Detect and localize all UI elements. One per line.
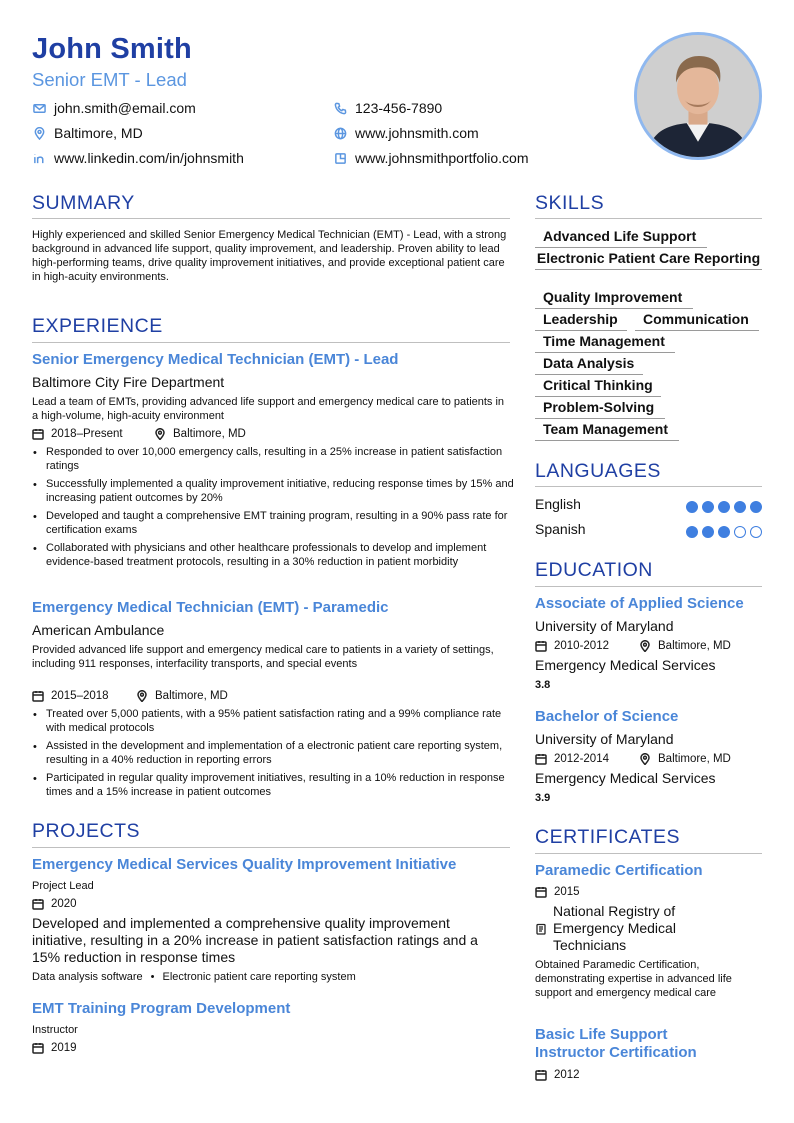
job-description: Lead a team of EMTs, providing advanced life support and emergency medical care to patients in a high-volume, high-acuity environment (32, 396, 505, 422)
contact-website[interactable] (333, 124, 479, 142)
level-dot-filled (702, 501, 714, 513)
skill-tag: Data Analysis (535, 355, 643, 375)
contact-portfolio[interactable] (333, 149, 529, 167)
skills-divider (535, 218, 762, 219)
skill-tag: Critical Thinking (535, 377, 661, 397)
education-location (639, 639, 731, 653)
location-text: Baltimore, MD (54, 125, 143, 141)
education-gpa: 3.8 (535, 679, 551, 691)
school-name: University of Maryland (535, 731, 674, 747)
location-pin-icon (154, 428, 167, 441)
school-name: University of Maryland (535, 618, 674, 634)
skill-tag: Problem-Solving (535, 399, 665, 419)
certificate-year (535, 1068, 580, 1082)
language-level (686, 501, 762, 513)
calendar-icon (32, 898, 45, 911)
languages-divider (535, 486, 762, 487)
location-pin-icon (639, 753, 652, 766)
calendar-icon (32, 428, 45, 441)
education-location-text: Baltimore, MD (658, 753, 731, 765)
email-icon (32, 101, 46, 115)
skill-tag: Communication (635, 311, 759, 331)
project-tools (32, 970, 356, 984)
profile-photo (634, 32, 762, 160)
certificate-year-text: 2012 (554, 1069, 580, 1081)
certificate-title: Paramedic Certification (535, 862, 703, 879)
location-pin-icon (136, 690, 149, 703)
portfolio-text: www.johnsmithportfolio.com (355, 150, 529, 166)
level-dot-filled (686, 526, 698, 538)
project-year (32, 897, 77, 911)
summary-divider (32, 218, 510, 219)
skill-tag: Team Management (535, 421, 679, 441)
list-item: • Collaborated with physicians and other healthcare professionals to develop and implement evidence-based treatment protocols, resulting in a 30% reduction in patient morbidity (32, 541, 514, 569)
calendar-icon (535, 640, 548, 653)
linkedin-text: www.linkedin.com/in/johnsmith (54, 150, 244, 166)
degree-title: Bachelor of Science (535, 708, 679, 725)
certificate-description: Obtained Paramedic Certification, demonstrating expertise in advanced life support and emergency medical care (535, 959, 732, 999)
project-tool: Data analysis software (32, 971, 143, 983)
level-dot-filled (686, 501, 698, 513)
job-company: American Ambulance (32, 622, 165, 638)
linkedin-icon (32, 151, 46, 165)
certificates-heading: CERTIFICATES (535, 826, 681, 848)
summary-text: Highly experienced and skilled Senior Emergency Medical Technician (EMT) - Lead, with a strong background in advanced life support, quality improvement, and leadership. Proven ability to lead high-performing teams, drive quality improvement initiatives, and provide exceptional patient care in high-acuity environments. (32, 229, 507, 283)
project-description: Developed and implemented a comprehensive quality improvement initiative, resulting in a 20% increase in patient satisfaction ratings and a 15% reduction in response times (32, 915, 478, 965)
website-text: www.johnsmith.com (355, 125, 479, 141)
education-dates (535, 752, 609, 766)
calendar-icon (32, 690, 45, 703)
location-pin-icon (639, 640, 652, 653)
skill-tag: Advanced Life Support (535, 228, 707, 248)
projects-divider (32, 847, 510, 848)
project-year (32, 1041, 77, 1055)
skill-tag: Time Management (535, 333, 675, 353)
projects-heading: PROJECTS (32, 820, 141, 842)
job-location (136, 689, 228, 703)
contact-phone[interactable] (333, 99, 442, 117)
certificate-year-text: 2015 (554, 886, 580, 898)
job-location (154, 427, 246, 441)
language-name: English (535, 496, 581, 512)
calendar-icon (535, 1069, 548, 1082)
calendar-icon (535, 753, 548, 766)
education-location (639, 752, 731, 766)
calendar-icon (32, 1042, 45, 1055)
degree-title: Associate of Applied Science (535, 595, 744, 612)
institution-icon (535, 923, 547, 935)
certificate-issuer (535, 903, 715, 954)
summary-heading: SUMMARY (32, 192, 135, 214)
certificate-year (535, 885, 580, 899)
job-bullets (32, 445, 514, 569)
list-item: • Developed and taught a comprehensive EMT training program, resulting in a 90% pass rate for certification exams (32, 509, 514, 537)
certificates-divider (535, 853, 762, 854)
project-year-text: 2019 (51, 1042, 77, 1054)
list-item: • Assisted in the development and implementation of a electronic patient care reporting system, resulting in a 40% reduction in reporting errors (32, 739, 514, 767)
skill-tag: Quality Improvement (535, 289, 693, 309)
job-location-text: Baltimore, MD (173, 428, 246, 440)
project-tool: Electronic patient care reporting system (162, 971, 356, 983)
education-location-text: Baltimore, MD (658, 640, 731, 652)
level-dot-filled (718, 501, 730, 513)
education-dates-text: 2012-2014 (554, 753, 609, 765)
job-dates (32, 689, 109, 703)
education-gpa: 3.9 (535, 792, 551, 804)
level-dot-filled (734, 501, 746, 513)
job-company: Baltimore City Fire Department (32, 374, 225, 390)
level-dot-filled (750, 501, 762, 513)
contact-email[interactable] (32, 99, 196, 117)
list-item: • Participated in regular quality improvement initiatives, resulting in a 10% reduction in response times and a 15% increase in patient outcomes (32, 771, 514, 799)
list-item: • Responded to over 10,000 emergency calls, resulting in a 25% increase in patient satisfaction ratings (32, 445, 514, 473)
level-dot-empty (734, 526, 746, 538)
calendar-icon (535, 886, 548, 899)
project-title: Emergency Medical Services Quality Improvement Initiative (32, 856, 457, 873)
job-description: Provided advanced life support and emergency medical care to patients in a variety of settings, including 911 responses, interfacility transports, and special events (32, 644, 494, 670)
job-location-text: Baltimore, MD (155, 690, 228, 702)
skills-heading: SKILLS (535, 192, 605, 214)
location-pin-icon (32, 126, 46, 140)
job-bullets (32, 707, 514, 799)
candidate-name: John Smith (32, 33, 192, 65)
project-year-text: 2020 (51, 898, 77, 910)
profile-photo-image (637, 35, 759, 157)
language-level (686, 526, 762, 538)
email-text: john.smith@email.com (54, 100, 196, 116)
globe-icon (333, 126, 347, 140)
experience-divider (32, 342, 510, 343)
education-field: Emergency Medical Services (535, 770, 716, 786)
portfolio-icon (333, 151, 347, 165)
level-dot-filled (718, 526, 730, 538)
education-divider (535, 586, 762, 587)
education-heading: EDUCATION (535, 559, 653, 581)
job-dates (32, 427, 123, 441)
job-title: Senior Emergency Medical Technician (EMT) - Lead (32, 351, 399, 368)
project-role: Project Lead (32, 880, 94, 892)
phone-icon (333, 101, 347, 115)
language-name: Spanish (535, 521, 586, 537)
level-dot-empty (750, 526, 762, 538)
list-item: • Successfully implemented a quality improvement initiative, reducing response times by 15% and increasing patient outcomes by 20% (32, 477, 514, 505)
skill-tag: Leadership (535, 311, 627, 331)
project-role: Instructor (32, 1024, 78, 1036)
project-title: EMT Training Program Development (32, 1000, 291, 1017)
list-item: • Treated over 5,000 patients, with a 95% patient satisfaction rating and a 99% compliance rate with medical protocols (32, 707, 514, 735)
contact-location (32, 124, 143, 142)
languages-heading: LANGUAGES (535, 460, 661, 482)
education-field: Emergency Medical Services (535, 657, 716, 673)
experience-heading: EXPERIENCE (32, 315, 163, 337)
job-dates-text: 2018–Present (51, 428, 123, 440)
candidate-role: Senior EMT - Lead (32, 69, 187, 90)
level-dot-filled (702, 526, 714, 538)
skill-tag: Electronic Patient Care Reporting (535, 250, 762, 270)
phone-text: 123-456-7890 (355, 100, 443, 116)
education-dates-text: 2010-2012 (554, 640, 609, 652)
job-title: Emergency Medical Technician (EMT) - Paramedic (32, 599, 389, 616)
job-dates-text: 2015–2018 (51, 690, 109, 702)
certificate-title: Basic Life Support Instructor Certification (535, 1026, 697, 1061)
education-dates (535, 639, 609, 653)
contact-linkedin[interactable] (32, 149, 244, 167)
certificate-issuer-text: National Registry of Emergency Medical Technicians (553, 903, 676, 953)
separator-dot: • (150, 971, 155, 983)
